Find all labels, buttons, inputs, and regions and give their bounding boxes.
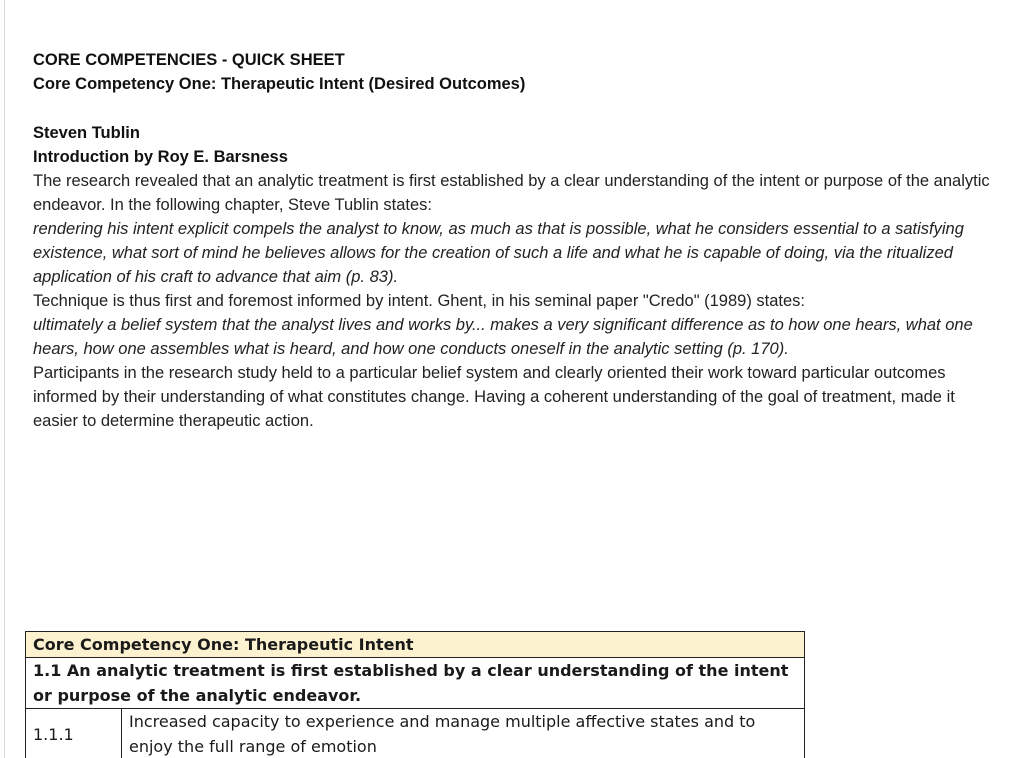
table-row (26, 709, 805, 758)
table-header-cell: Core Competency One: Therapeutic Intent (26, 632, 805, 658)
document-body (33, 48, 993, 433)
competency-table (25, 631, 805, 758)
paragraph-1: The research revealed that an analytic treatment is first established by a clear understanding of the intent or purpose of the analytic endeavor. In the following chapter, Steve Tublin states: (33, 172, 990, 214)
table-header-row (26, 632, 805, 658)
paragraph-2: Technique is thus first and foremost informed by intent. Ghent, in his seminal paper "Credo" (1989) states: (33, 292, 806, 310)
document-subheading: Core Competency One: Therapeutic Intent (Desired Outcomes) (33, 75, 526, 93)
table-subheader-row (26, 658, 805, 709)
introduction-byline: Introduction by Roy E. Barsness (33, 148, 288, 166)
author-name: Steven Tublin (33, 124, 140, 142)
table-row-number: 1.1.1 (26, 709, 122, 758)
table-row-text: Increased capacity to experience and manage multiple affective states and to enjoy the full range of emotion (122, 709, 805, 758)
block-quote-1: rendering his intent explicit compels the analyst to know, as much as that is possible, what he considers essential to a satisfying existence, what sort of mind he believes allows for the creation of such a life and what he is capable of doing, via the ritualized application of his craft to advance that aim (p. 83). (33, 220, 964, 286)
block-quote-2: ultimately a belief system that the analyst lives and works by... makes a very significant difference as to how one hears, what one hears, how one assembles what is heard, and how one conducts oneself in the analytic setting (p. 170). (33, 316, 973, 358)
paragraph-3: Participants in the research study held to a particular belief system and clearly oriented their work toward particular outcomes informed by their understanding of what constitutes change. Having a coherent understanding of the goal of treatment, made it easier to determine therapeutic action. (33, 364, 955, 430)
table-subheader-cell: 1.1 An analytic treatment is first established by a clear understanding of the intent or purpose of the analytic endeavor. (26, 658, 805, 709)
page-left-edge (4, 0, 5, 758)
title-block (33, 48, 993, 96)
document-heading: CORE COMPETENCIES - QUICK SHEET (33, 51, 345, 69)
